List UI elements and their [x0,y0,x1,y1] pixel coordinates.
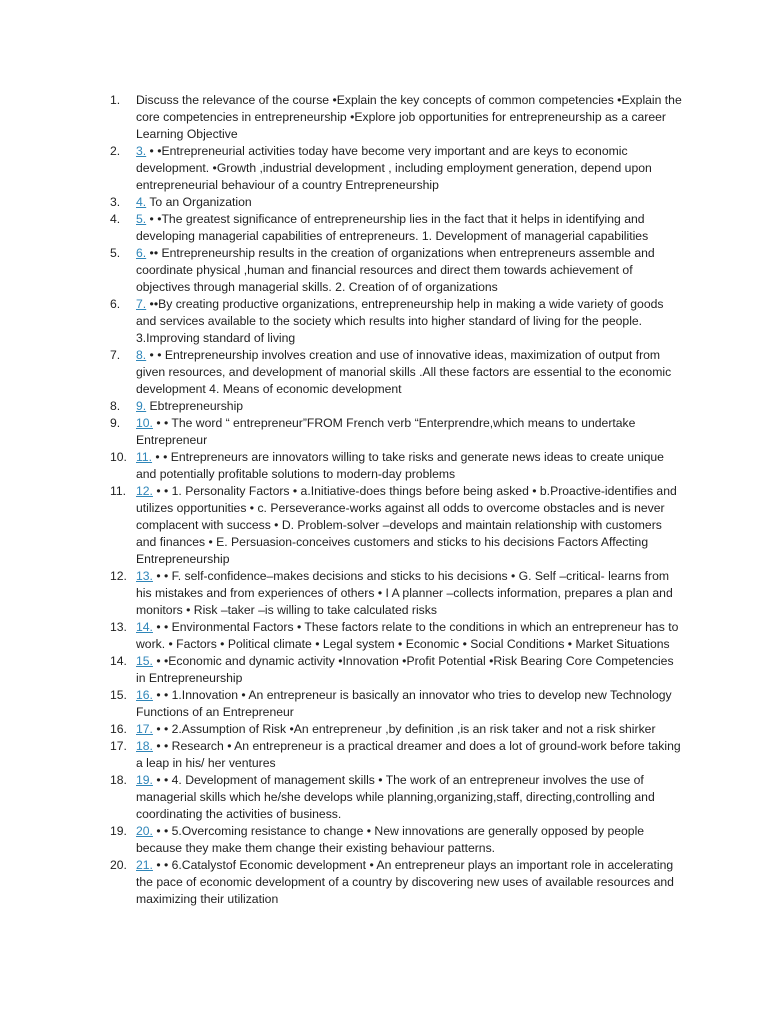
slide-link[interactable]: 5. [136,212,147,226]
slide-link[interactable]: 18. [136,739,153,753]
list-item-body: To an Organization [146,195,252,209]
list-item [104,92,684,143]
list-item-text [136,143,684,194]
slide-link[interactable]: 7. [136,297,147,311]
list-item-number: 15. [110,688,127,702]
list-item [104,143,684,194]
list-item-number: 1. [110,93,121,107]
list-item [104,194,684,211]
list-item-number: 3. [110,195,121,209]
list-item-body: Discuss the relevance of the course •Explain the key concepts of common competencies •Explain the core competencies in entrepreneurship •Explore job opportunities for entrepreneurship as a career Learning Objective [136,93,682,141]
list-item-number: 5. [110,246,121,260]
list-item-body: • • Environmental Factors • These factors relate to the conditions in which an entrepreneur has to work. • Factors • Political climate • Legal system • Economic • Social Conditions • Market Situations [136,620,679,651]
slide-link[interactable]: 20. [136,824,153,838]
list-item-body: • • The word “ entrepreneur”FROM French verb “Enterprendre,which means to undertake Entrepreneur [136,416,636,447]
list-item-number: 13. [110,620,127,634]
list-item [104,619,684,653]
list-item-text [136,211,684,245]
list-item-text [136,194,684,211]
list-item [104,772,684,823]
list-item [104,687,684,721]
list-item-text [136,721,684,738]
slide-link[interactable]: 9. [136,399,147,413]
list-item [104,449,684,483]
slide-link[interactable]: 15. [136,654,153,668]
list-item-text [136,738,684,772]
slide-link[interactable]: 16. [136,688,153,702]
list-item-body: ••By creating productive organizations, entrepreneurship help in making a wide variety of goods and services available to the society which results into higher standard of living for the people. 3.Improving standard of living [136,297,664,345]
slide-link[interactable]: 12. [136,484,153,498]
list-item-text [136,653,684,687]
list-item [104,738,684,772]
list-item-number: 4. [110,212,121,226]
list-item-number: 20. [110,858,127,872]
list-item-body: •• Entrepreneurship results in the creation of organizations when entrepreneurs assemble and coordinate physical ,human and financial resources and direct them towards achievement of objectives through managerial skills. 2. Creation of of organizations [136,246,655,294]
list-item-body: • • 1. Personality Factors • a.Initiative-does things before being asked • b.Proactive-identifies and utilizes opportunities • c. Perseverance-works against all odds to overcome obstacles and is never complacent with success • D. Problem-solver –develops and maintain relationship with customers and finances • E. Persuasion-conceives customers and sticks to his decisions Factors Affecting Entrepreneurship [136,484,677,566]
slide-link[interactable]: 11. [136,450,153,464]
list-item-text [136,415,684,449]
list-item-text [136,92,684,143]
list-item-body: • • Entrepreneurship involves creation and use of innovative ideas, maximization of output from given resources, and development of manorial skills .All these factors are essential to the economic development 4. Means of economic development [136,348,672,396]
slide-link[interactable]: 10. [136,416,153,430]
list-item [104,483,684,568]
slide-link[interactable]: 8. [136,348,147,362]
list-item [104,296,684,347]
list-item-number: 2. [110,144,121,158]
list-item-body: • • 2.Assumption of Risk •An entrepreneur ,by definition ,is an risk taker and not a risk shirker [152,722,656,736]
list-item-number: 19. [110,824,127,838]
list-item [104,823,684,857]
list-item [104,653,684,687]
list-item-number: 10. [110,450,127,464]
slide-link[interactable]: 21. [136,858,153,872]
list-item-body: • • Entrepreneurs are innovators willing to take risks and generate news ideas to create unique and potentially profitable solutions to modern-day problems [136,450,664,481]
list-item-number: 8. [110,399,121,413]
list-item-body: • • Research • An entrepreneur is a practical dreamer and does a lot of ground-work before taking a leap in his/ her ventures [136,739,681,770]
list-item [104,398,684,415]
list-item [104,245,684,296]
slide-link[interactable]: 19. [136,773,153,787]
list-item-text [136,296,684,347]
list-item-body: • •Economic and dynamic activity •Innovation •Profit Potential •Risk Bearing Core Competencies in Entrepreneurship [136,654,674,685]
list-item-text [136,568,684,619]
slide-link[interactable]: 3. [136,144,147,158]
list-item-body: • • 5.Overcoming resistance to change • New innovations are generally opposed by people because they make them change their existing behaviour patterns. [136,824,645,855]
list-item-text [136,347,684,398]
list-item-body: • •The greatest significance of entrepreneurship lies in the fact that it helps in identifying and developing managerial capabilities of entrepreneurs. 1. Development of managerial capabilities [136,212,649,243]
list-item-number: 16. [110,722,127,736]
list-item-text [136,245,684,296]
list-item-number: 6. [110,297,121,311]
slide-link[interactable]: 6. [136,246,147,260]
slide-link[interactable]: 17. [136,722,153,736]
numbered-list [104,92,684,908]
list-item-body: • •Entrepreneurial activities today have become very important and are keys to economic development. •Growth ,industrial development , including employment generation, depend upon entrepreneurial behaviour of a country Entrepreneurship [136,144,652,192]
list-item [104,857,684,908]
list-item-number: 7. [110,348,121,362]
list-item [104,721,684,738]
list-item-text [136,823,684,857]
list-item-number: 14. [110,654,127,668]
list-item-body: • • F. self-confidence–makes decisions and sticks to his decisions • G. Self –critical- learns from his mistakes and from experiences of others • I A planner –collects information, prepares a plan and monitors • Risk –taker –is willing to take calculated risks [136,569,673,617]
list-item [104,415,684,449]
slide-link[interactable]: 14. [136,620,153,634]
list-item-text [136,619,684,653]
list-item-number: 18. [110,773,127,787]
slide-link[interactable]: 4. [136,195,147,209]
list-item-text [136,687,684,721]
list-item-text [136,772,684,823]
list-item [104,347,684,398]
list-item-number: 11. [110,484,127,498]
list-item [104,211,684,245]
list-item [104,568,684,619]
list-item-text [136,449,684,483]
list-item-body: • • 1.Innovation • An entrepreneur is basically an innovator who tries to develop new Technology Functions of an Entrepreneur [136,688,672,719]
list-item-text [136,857,684,908]
slide-link[interactable]: 13. [136,569,153,583]
list-item-body: • • 6.Catalystof Economic development • An entrepreneur plays an important role in accelerating the pace of economic development of a country by discovering new uses of available resources and maximizing their utilization [136,858,674,906]
list-item-body: Ebtrepreneurship [146,399,244,413]
list-item-body: • • 4. Development of management skills • The work of an entrepreneur involves the use of managerial skills which he/she develops while planning,organizing,staff, directing,controlling and coordinating the activities of business. [136,773,655,821]
list-item-number: 17. [110,739,127,753]
list-item-text [136,483,684,568]
list-item-number: 9. [110,416,121,430]
list-item-number: 12. [110,569,127,583]
list-item-text [136,398,684,415]
